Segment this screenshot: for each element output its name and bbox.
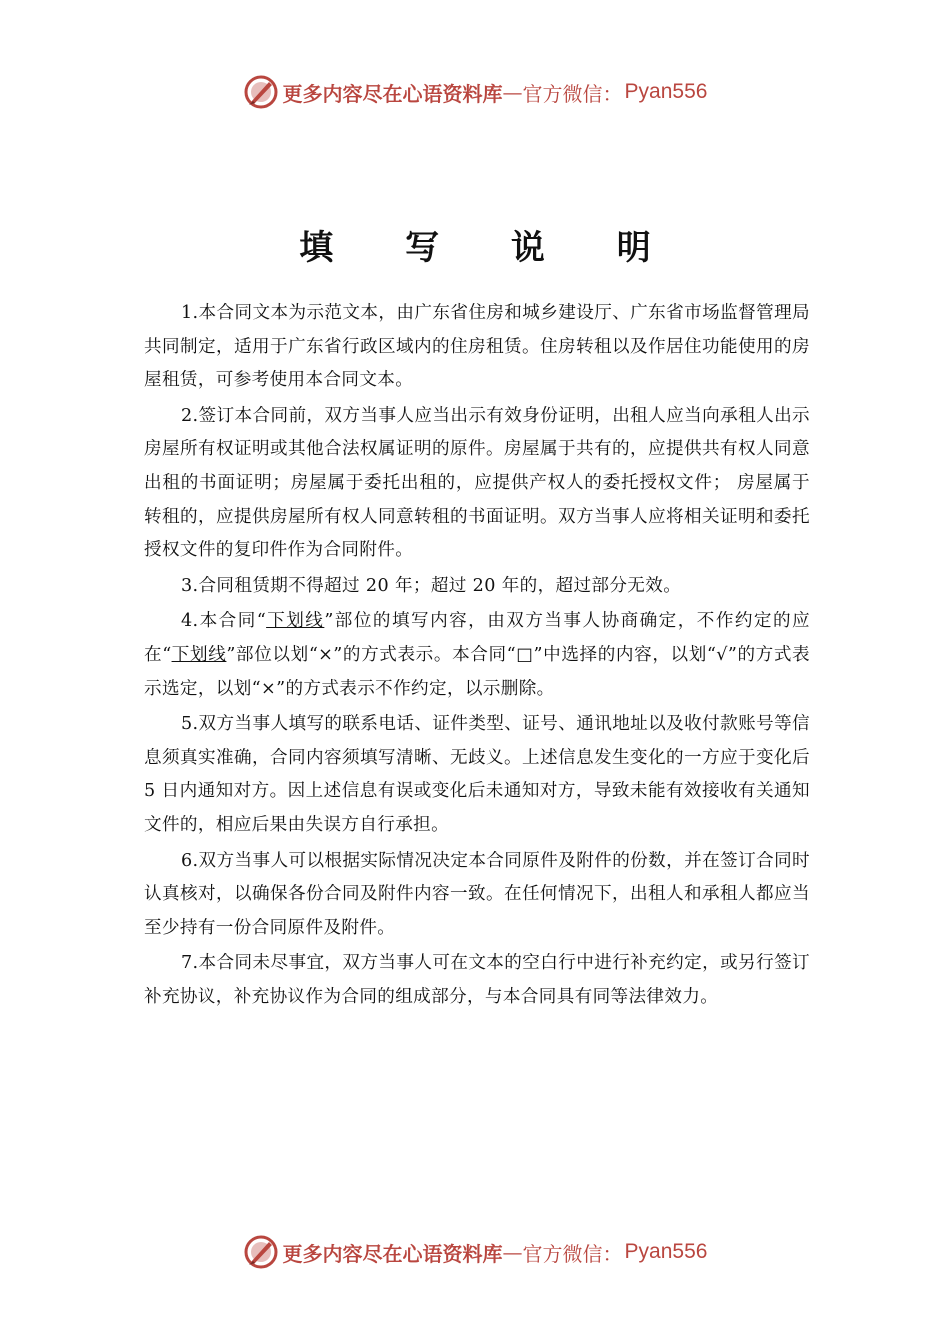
- instruction-paragraph-3: 3.合同租赁期不得超过 20 年；超过 20 年的，超过部分无效。: [181, 575, 682, 596]
- instruction-paragraph-6: 6.双方当事人可以根据实际情况决定本合同原件及附件的份数，并在签订合同时认真核对，以确保各份合同及附件内容一致。在任何情况下，出租人和承租人都应当至少持有一份合同原件及附件。: [144, 850, 810, 938]
- watermark-main-text: 更多内容尽在心语资料库: [282, 1241, 503, 1266]
- quill-logo-icon: [243, 74, 279, 110]
- instruction-paragraph-7: 7.本合同未尽事宜，双方当事人可在文本的空白行中进行补充约定，或另行签订补充协议，补充协议作为合同的组成部分，与本合同具有同等法律效力。: [144, 953, 810, 1007]
- instruction-paragraph-2: 2.签订本合同前，双方当事人应当出示有效身份证明，出租人应当向承租人出示房屋所有权证明或其他合法权属证明的原件。房屋属于共有的，应提供共有权人同意出租的书面证明；房屋属于委托出租的，应提供产权人的委托授权文件； 房屋属于转租的，应提供房屋所有权人同意转租的书面证明。双方当事人应将相关证明和委托授权文件的复印件作为合同附件。: [144, 405, 810, 561]
- instructions-body: [144, 297, 810, 1016]
- p4-text-b: ”部位的填写内容，由双方当事人协商确定，不作约定的应在“: [144, 611, 810, 665]
- page-title: 填 写 说 明: [299, 228, 681, 268]
- p4-underline-term-1: 下划线: [266, 611, 325, 632]
- watermark-dash: —: [502, 80, 523, 104]
- watermark-sub-text: 官方微信：: [522, 1241, 623, 1266]
- watermark-main-text: 更多内容尽在心语资料库: [282, 81, 503, 106]
- p4-text-c: ”部位以划“×”的方式表示。本合同“□”中选择的内容，以划“√”的方式表示选定，以划“×”的方式表示不作约定，以示删除。: [144, 644, 810, 699]
- p4-underline-term-2: 下划线: [171, 644, 227, 665]
- watermark-wechat-id: Pyan556: [624, 1240, 708, 1263]
- watermark-banner-top: [0, 72, 950, 112]
- watermark-banner-bottom: [0, 1232, 950, 1272]
- watermark-dash: —: [502, 1240, 523, 1264]
- instruction-paragraph-4: [144, 605, 810, 706]
- quill-logo-icon: [243, 1234, 279, 1270]
- watermark-wechat-id: Pyan556: [624, 80, 708, 103]
- instruction-paragraph-1: 1.本合同文本为示范文本，由广东省住房和城乡建设厅、广东省市场监督管理局共同制定，适用于广东省行政区域内的住房租赁。住房转租以及作居住功能使用的房屋租赁，可参考使用本合同文本。: [144, 303, 810, 391]
- p4-text-a: 4.本合同“: [181, 611, 267, 632]
- instruction-paragraph-5: 5.双方当事人填写的联系电话、证件类型、证号、通讯地址以及收付款账号等信息须真实准确，合同内容须填写清晰、无歧义。上述信息发生变化的一方应于变化后 5 日内通知对方。因上述信息有误或变化后未通知对方，导致未能有效接收有关通知文件的，相应后果由失误方自行承担。: [144, 714, 810, 835]
- watermark-sub-text: 官方微信：: [522, 81, 623, 106]
